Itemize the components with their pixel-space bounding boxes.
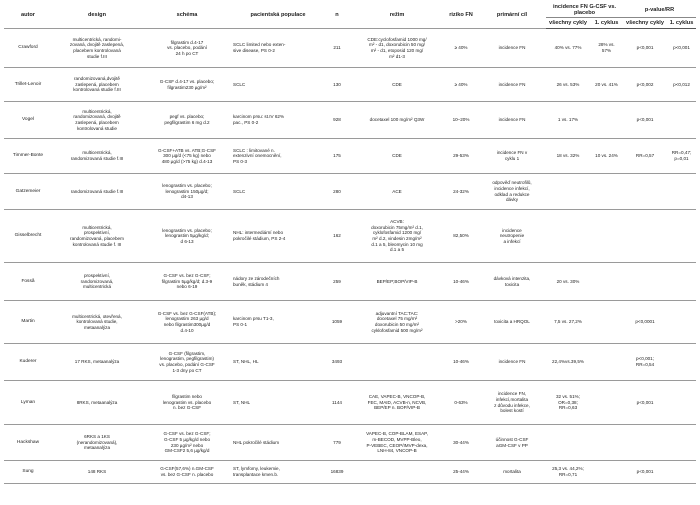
table-row [4,102,696,139]
table-row [4,29,696,68]
cell-n: 130 [324,68,350,102]
cell-pvalue-all: p<0,001 [623,461,667,484]
cell-schema: G-CSF vs. bez G-CSF; filgrastim 5µg/kg/d; d.3-9 nebo 6-19 [142,263,232,301]
cell-risk: 29-53% [444,139,478,174]
cell-population: NHL: intermediární nebo pokročilé stádium, PS 2-4 [232,210,324,263]
cell-incidence-all: 25,3 vs. 44,2%; RR=0,71 [546,461,590,484]
header-autor: autor [21,12,35,19]
subheader-incidence-first: 1. cyklus [590,18,623,29]
cell-regime: adjuvantní TAC:TAC: docetaxel 75 mg/m² doxorubicin 50 mg/m² cyklofosfamid 500 mg/m² [350,301,444,344]
cell-regime: BEP/EP;BOP/VIP-B [350,263,444,301]
cell-population: SCLC [232,174,324,210]
cell-n: 280 [324,174,350,210]
cell-incidence-first [590,210,623,263]
cell-regime: ACVB: doxorubicin 75mg/m² d.1, cyklofosfamid 1200 mg/ m² d.2, vindesin 2mg/m² d.1 a 5, bleomycin 10 mg d.1 a 5 [350,210,444,263]
cell-pvalue-first [667,381,696,425]
cell-regime: CDE:cyclofosfamid 1000 mg/ m² - d1, doxorubicin 50 mg/ m² - d1, etoposid 120 mg/ m² d1-3 [350,29,444,68]
cell-regime: docetaxel 100 mg/m² Q3W [350,102,444,139]
header-incidence-group: incidence FN G-CSF vs. placebo [546,3,623,18]
cell-regime: CDE [350,68,444,102]
cell-incidence-first: 10 vs. 24% [590,139,623,174]
header-design: design [87,12,107,19]
cell-goal: mortalita [478,461,546,484]
cell-incidence-all: 1 vs. 17% [546,102,590,139]
cell-incidence-first: 28% vs. 57% [590,29,623,68]
cell-incidence-all: 18 vs. 32% [546,139,590,174]
subheader-pvalue-first: 1. cyklus [667,18,696,29]
cell-pvalue-all: p<0,0001 [623,301,667,344]
cell-regime [350,344,444,381]
cell-schema: G-CSF (filgrastim, lenograstim, pegfilgrastim) vs. placebo, podání G-CSF 1-3 dny po CT [142,344,232,381]
cell-incidence-all: 20 vs. 30% [546,263,590,301]
cell-risk: 24-32% [444,174,478,210]
cell-autor: Gisselbrecht [4,210,52,263]
cell-incidence-first [590,263,623,301]
cell-pvalue-first: p<0,012 [667,68,696,102]
cell-autor: Vogel [4,102,52,139]
cell-incidence-all: 32 vs. 51%; OR=0,38; RR=0,63 [546,381,590,425]
header-schema: schéma [176,12,198,19]
cell-incidence-first [590,174,623,210]
table-row [4,461,696,484]
cell-design: randomizovaná,dvojitě zaslepená, placebem kontrolovaná studie f.III [52,68,142,102]
cell-schema: G-CSF vs. bez G-CSF(ATB); lenograstim 263 µg/d nebo filgrastim300µg/d d.4-10 [142,301,232,344]
cell-goal: incidence FN, infekcí,mortalita z důvodu infekce, bolest kostí [478,381,546,425]
cell-goal: dávková intenzita, toxicita [478,263,546,301]
cell-autor: Crawford [4,29,52,68]
cell-n: 928 [324,102,350,139]
subheader-pvalue-all: všechny cykly [623,18,667,29]
cell-pvalue-all [623,210,667,263]
cell-pvalue-first [667,263,696,301]
cell-incidence-all [546,210,590,263]
cell-population: ST, lymfomy, leukemie, transplantace kmen.b. [232,461,324,484]
cell-n: 259 [324,263,350,301]
cell-goal: incidence FN [478,29,546,68]
cell-pvalue-first [667,210,696,263]
cell-population: karcinom prsu: st.IV 62% pac., PS 0-2 [232,102,324,139]
cell-incidence-all: 7,5 vs. 27,2% [546,301,590,344]
cell-incidence-all [546,174,590,210]
cell-regime: VAPEC-B, COP-BLAM, ESAP, m-BECOD, MVPP-Bleo, P-VEBEC, CEOP/IMVP-dexa, LNH-84, VNCOP-B [350,425,444,461]
cell-goal: incidence FN [478,344,546,381]
cell-incidence-first [590,381,623,425]
cell-design: 6RKS a 1KS (nerandomizovaná), metaanalýza [52,425,142,461]
cell-risk: 10-46% [444,344,478,381]
cell-incidence-first [590,301,623,344]
cell-n: 16839 [324,461,350,484]
cell-n: 3493 [324,344,350,381]
cell-design: multicentrická, randomizovaná studie f.III [52,139,142,174]
subheader-incidence-all: všechny cykly [546,18,590,29]
cell-design: multicentrická, otevřená, kontrolovaná studie, metaanalýza [52,301,142,344]
cell-pvalue-first: RR=0,47; p=0,01 [667,139,696,174]
cell-pvalue-all: p<0,001 [623,102,667,139]
cell-design: multicentrická, randomi- zovaná, dvojitě zaslepená, placebem kontrolovaná studie f.III [52,29,142,68]
cell-incidence-all [546,425,590,461]
table-row [4,381,696,425]
cell-pvalue-all: p<0,001; RR=0,54 [623,344,667,381]
cell-incidence-first: 20 vs. 41% [590,68,623,102]
cell-schema: filgrastim d.4-17 vs. placebo, podání 24 h po CT [142,29,232,68]
cell-autor: Sung [4,461,52,484]
table-row [4,139,696,174]
cell-goal: účinnost G-CSF aGM-CSF v PP [478,425,546,461]
cell-pvalue-first [667,102,696,139]
cell-pvalue-first: p<0,001 [667,29,696,68]
cell-autor: Kuderer [4,344,52,381]
cell-incidence-first [590,425,623,461]
cell-pvalue-all: p<0,001 [623,29,667,68]
cell-schema: pegf vs. placebo; pegfilgrastim 6 mg d.2 [142,102,232,139]
cell-goal: odpověď neutrofilů, incidence infekcí, odklad a redukce dávky [478,174,546,210]
cell-incidence-all: 26 vs. 53% [546,68,590,102]
cell-population: nádory ze zárodečních buněk, stádium 4 [232,263,324,301]
table-row [4,344,696,381]
table-row [4,68,696,102]
table-row [4,174,696,210]
cell-risk: 25-44% [444,461,478,484]
cell-n: 211 [324,29,350,68]
cell-autor: Hackshaw [4,425,52,461]
cell-goal: toxicita a HRQOL [478,301,546,344]
cell-design: multicentrická, randomizovaná, dvojitě zaslepená, placebem kontrolovaná studie [52,102,142,139]
table-row [4,301,696,344]
cell-design: 17 RKS, metaanalýza [52,344,142,381]
cell-n: 779 [324,425,350,461]
cell-population: NHL pokročilé stádium [232,425,324,461]
cell-population: karcinom prsu T1-3, PS 0-1 [232,301,324,344]
cell-design: multicentrická, prospektivní, randomizovaná, placebem kontrolovaná studie f. III [52,210,142,263]
cell-autor: Martin [4,301,52,344]
cell-pvalue-first [667,425,696,461]
header-regime: režim [389,12,405,19]
cell-pvalue-all [623,425,667,461]
header-risk: riziko FN [449,12,473,19]
cell-regime: ACE [350,174,444,210]
cell-schema: G-CSF+ATB vs. ATB;G-CSF 300 µg/d (<75 kg) nebo 480 µg/d (>75 kg) d.4-13 [142,139,232,174]
cell-pvalue-first [667,344,696,381]
cell-incidence-first [590,461,623,484]
cell-population: ST, NHL, HL [232,344,324,381]
cell-regime: CAE, VAPEC-B, VNCOP-B, FEC, MAID, ACVB-n, NCVB, BEP/EP n. BOP/VIP-B [350,381,444,425]
cell-pvalue-all: p<0,001 [623,381,667,425]
cell-design: prospektivní, randomizovaná, multicentrická [52,263,142,301]
cell-incidence-all: 40% vs. 77% [546,29,590,68]
cell-design: 8RKS, metaanalýza [52,381,142,425]
cell-goal: incidence FN [478,102,546,139]
cell-risk: 10-46% [444,263,478,301]
cell-population: SCLC : limitované n. extenzivní onemocnění, PS 0-3 [232,139,324,174]
header-n: n [335,12,339,19]
cell-schema: filgrastim nebo lenograstim vs. placebo n. bez G-CSF [142,381,232,425]
cell-risk: 10–20% [444,102,478,139]
cell-regime [350,461,444,484]
cell-population: SCLC [232,68,324,102]
cell-pvalue-all [623,263,667,301]
table-row [4,210,696,263]
cell-risk: ≥ 40% [444,68,478,102]
cell-pvalue-first [667,301,696,344]
header-goal: primární cíl [496,12,528,19]
cell-schema: G-CSF(57,6%) n.GM-CSF vs. bez G-CSF n. placebo [142,461,232,484]
header-population: pacientská populace [250,12,306,19]
cell-risk: >20% [444,301,478,344]
cell-n: 175 [324,139,350,174]
cell-n: 1059 [324,301,350,344]
cell-design: 148 RKS [52,461,142,484]
cell-pvalue-all: p<0,002 [623,68,667,102]
cell-n: 1144 [324,381,350,425]
cell-risk: 82,50% [444,210,478,263]
study-table-body [4,29,696,484]
cell-pvalue-all: RR=0,57 [623,139,667,174]
cell-risk: 0-63% [444,381,478,425]
cell-incidence-first [590,344,623,381]
table-row [4,263,696,301]
cell-pvalue-first [667,461,696,484]
cell-risk: ≥ 40% [444,29,478,68]
cell-schema: lenograstim vs. placebo; lenograstim 150µg/d; d4-13 [142,174,232,210]
cell-schema: G-CSF vs. bez G-CSF; G-CSF 5 µg/kg/d nebo 230 µg/m² nebo GM-CSF2 5,6 µg/kg/d [142,425,232,461]
cell-n: 162 [324,210,350,263]
cell-schema: lenograstim vs. placebo; lenograstim 5µg/kg/d; d 6-13 [142,210,232,263]
cell-population: ST, NHL [232,381,324,425]
cell-risk: 30-44% [444,425,478,461]
cell-autor: Lyman [4,381,52,425]
cell-goal: incidence neutropenie a infekcí [478,210,546,263]
cell-population: SCLC limited nebo exten- sive disease, PS 0-2 [232,29,324,68]
cell-regime: CDE [350,139,444,174]
cell-incidence-all: 22,4%vs.39,5% [546,344,590,381]
cell-autor: Fosså [4,263,52,301]
cell-goal: incidence FN [478,68,546,102]
cell-pvalue-all [623,174,667,210]
table-row [4,425,696,461]
cell-schema: G-CSF d.4-17 vs. placebo; filgrastim230 µg/m² [142,68,232,102]
cell-incidence-first [590,102,623,139]
cell-design: randomizovaná studie f.III [52,174,142,210]
cell-pvalue-first [667,174,696,210]
cell-goal: incidence FN v cyklu 1 [478,139,546,174]
cell-autor: Timmer-Bonte [4,139,52,174]
header-pvalue-group: p-value/RR [623,3,696,18]
study-table-container [4,3,696,499]
cell-autor: Gatzemeier [4,174,52,210]
cell-autor: Trillet-Lenoir [4,68,52,102]
study-table [4,3,696,484]
